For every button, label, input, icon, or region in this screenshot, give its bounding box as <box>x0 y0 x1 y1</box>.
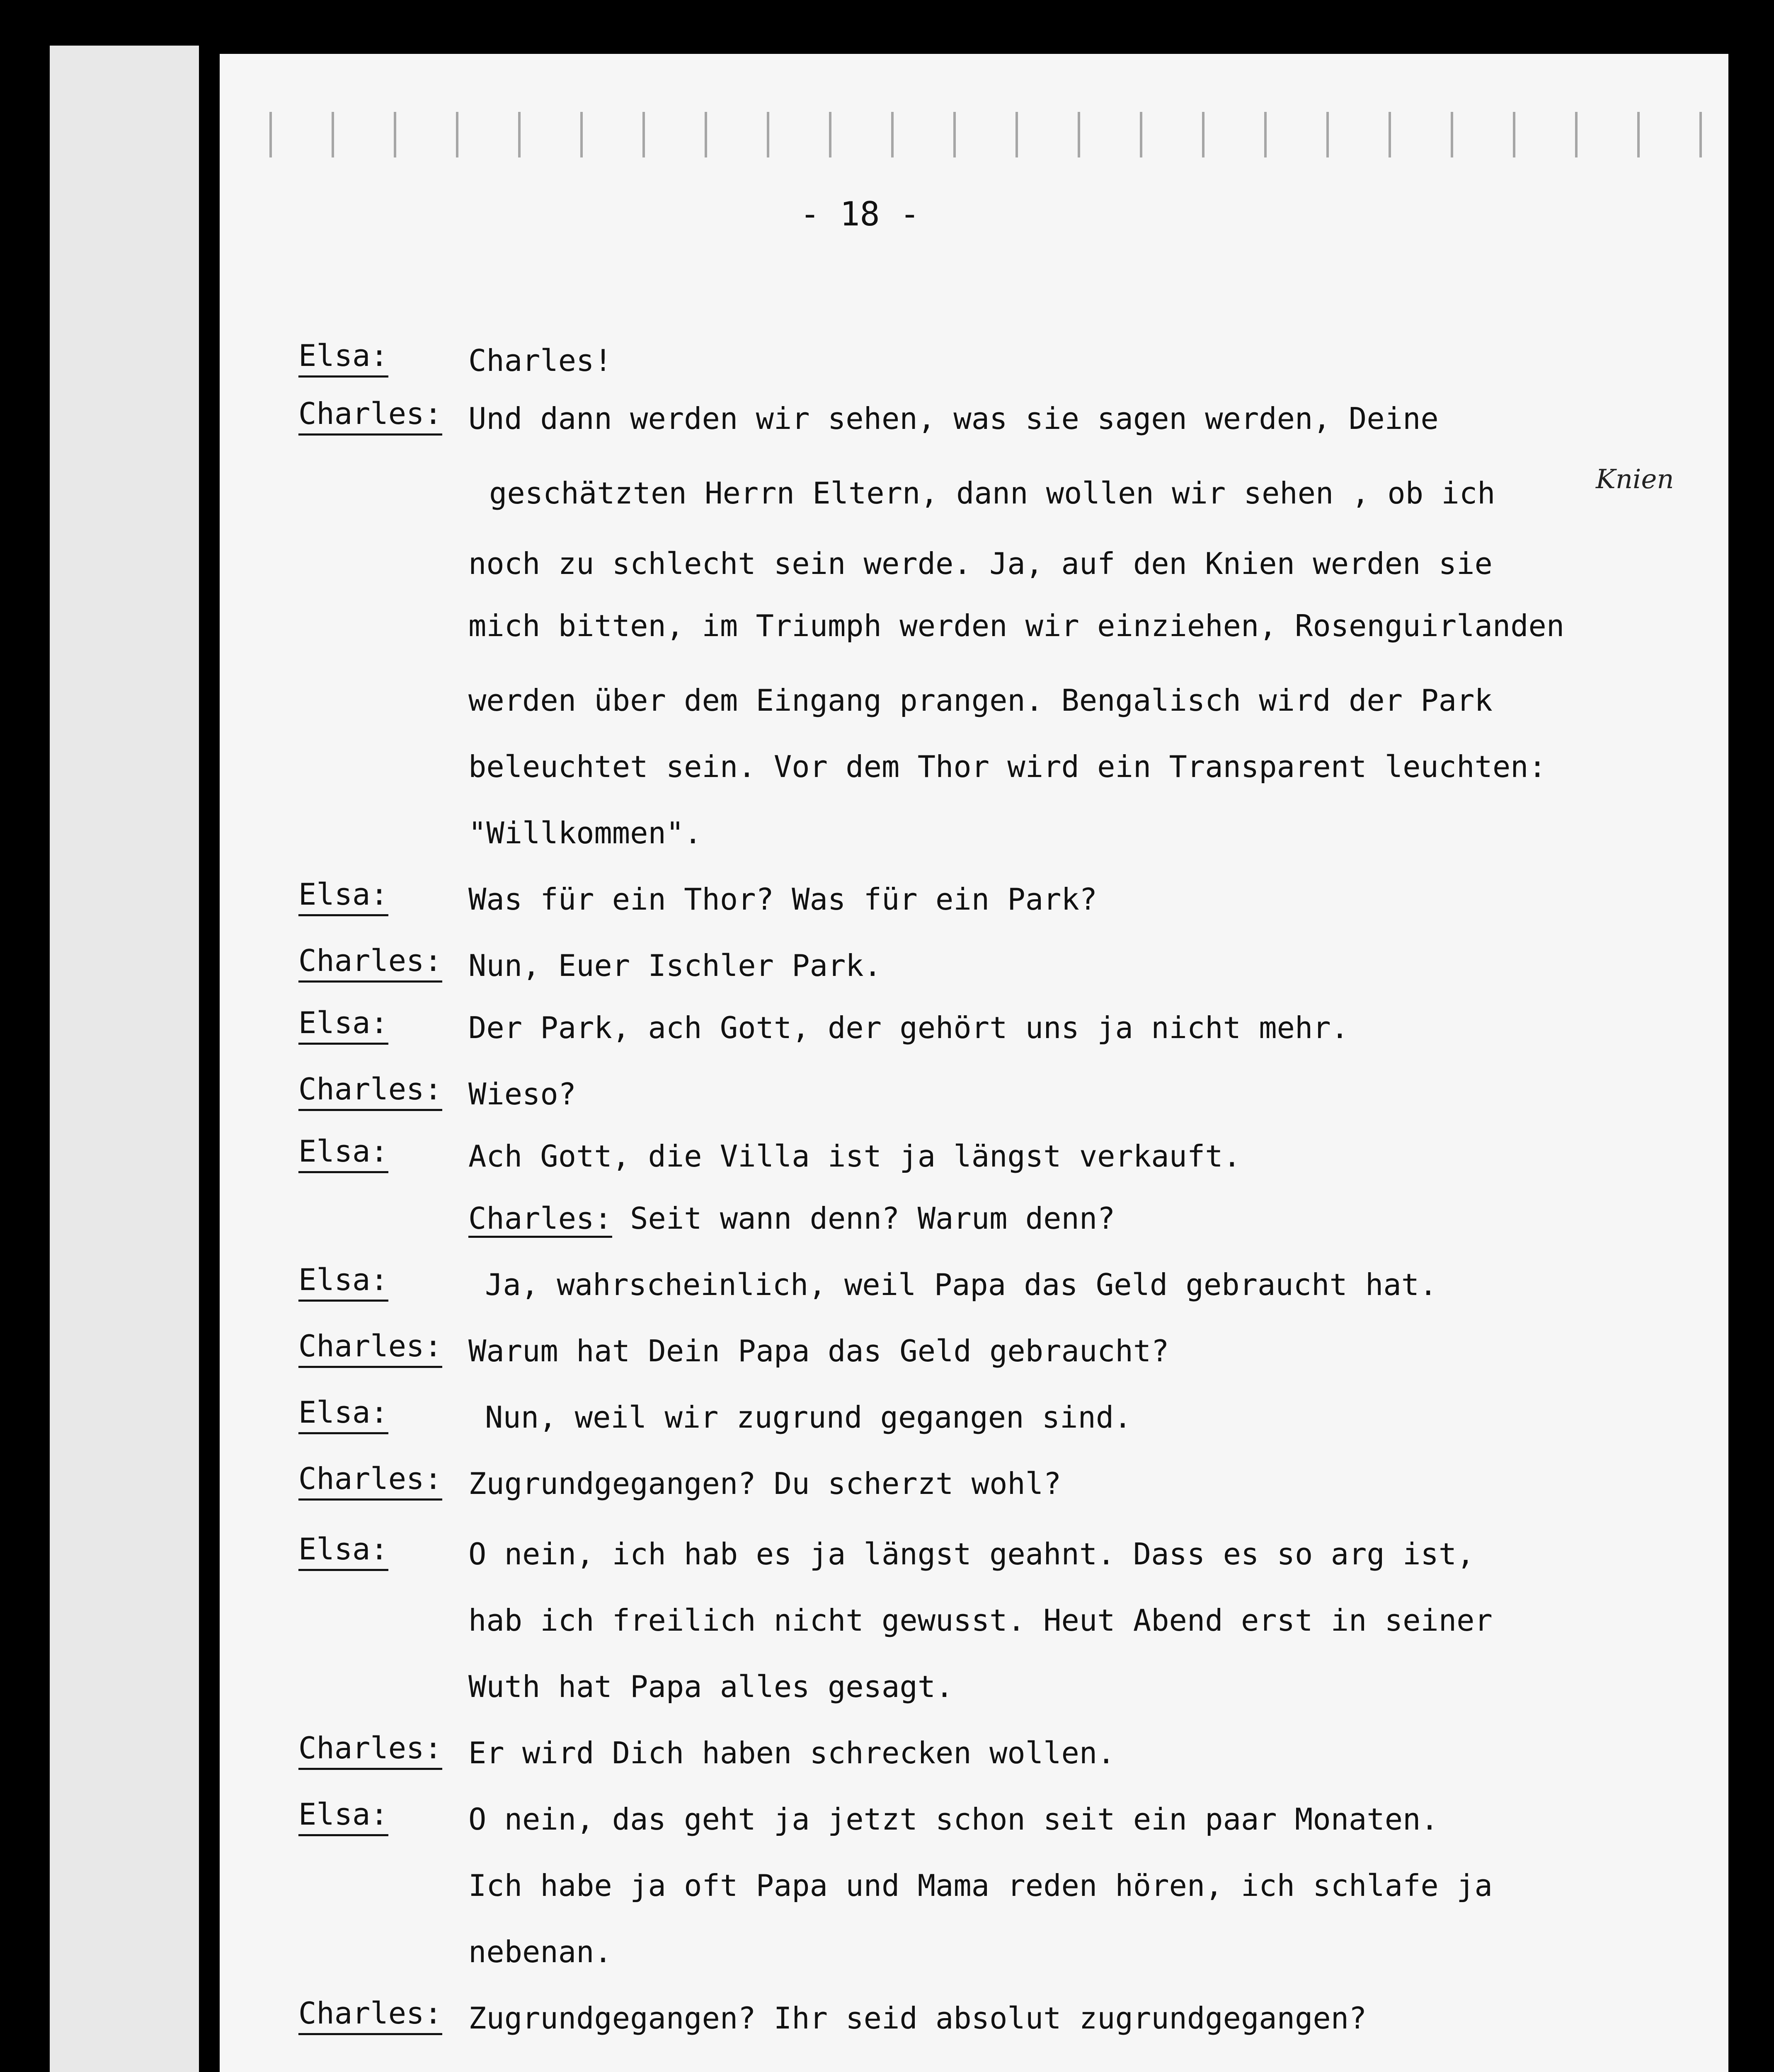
speech-text: Ja, wahrscheinlich, weil Papa das Geld gebraucht hat. <box>485 1267 1437 1302</box>
speaker-label: Elsa: <box>298 1003 388 1045</box>
underlying-page-strip <box>50 46 199 2072</box>
speaker-label: Charles: <box>298 1459 442 1501</box>
speech-text: Der Park, ach Gott, der gehört uns ja nicht mehr. <box>468 1010 1349 1045</box>
speaker-label: Charles: <box>298 1326 442 1368</box>
speech-text: Ach Gott, die Villa ist ja längst verkauft. <box>468 1139 1241 1174</box>
speech-text: "Willkommen". <box>468 816 702 850</box>
speech-text: Wuth hat Papa alles gesagt. <box>468 1669 954 1704</box>
speaker-label: Elsa: <box>298 1131 388 1173</box>
speech-text: Nun, Euer Ischler Park. <box>468 948 882 983</box>
speech-text: Zugrundgegangen? Ihr seid absolut zugrundgegangen? <box>468 2001 1367 2036</box>
speaker-label: Elsa: <box>298 1794 388 1836</box>
handwritten-note: Knien <box>1596 464 1674 495</box>
speech-text: Warum hat Dein Papa das Geld gebraucht? <box>468 1334 1169 1368</box>
speech-text: geschätzten Herrn Eltern, dann wollen wir sehen , ob ich <box>489 476 1495 511</box>
speaker-label: Charles: <box>298 394 442 436</box>
speech-text: Charles! <box>468 343 612 378</box>
speaker-label: Charles: <box>298 1728 442 1770</box>
speech-text: Nun, weil wir zugrund gegangen sind. <box>485 1400 1132 1435</box>
speech-text: Ich habe ja oft Papa und Mama reden hören, ich schlafe ja <box>468 1868 1493 1903</box>
speech-text <box>468 1193 1115 1243</box>
speech-text: O nein, ich hab es ja längst geahnt. Dass es so arg ist, <box>468 1537 1475 1571</box>
speech-text: nebenan. <box>468 1934 612 1969</box>
speech-text: mich bitten, im Triumph werden wir einziehen, Rosenguirlanden <box>468 608 1565 643</box>
speech-text-inline: Seit wann denn? Warum denn? <box>630 1201 1115 1236</box>
speech-text: werden über dem Eingang prangen. Bengalisch wird der Park <box>468 683 1493 718</box>
header-marks <box>236 112 1712 157</box>
speaker-label: Charles: <box>468 1201 612 1238</box>
speech-text: hab ich freilich nicht gewusst. Heut Abend erst in seiner <box>468 1603 1493 1638</box>
speaker-label: Charles: <box>298 1993 442 2035</box>
speech-text: Was für ein Thor? Was für ein Park? <box>468 882 1098 917</box>
speech-text: Und dann werden wir sehen, was sie sagen werden, Deine <box>468 401 1439 436</box>
speech-text: noch zu schlecht sein werde. Ja, auf den Knien werden sie <box>468 546 1493 581</box>
speaker-label: Charles: <box>298 1069 442 1111</box>
speech-text: beleuchtet sein. Vor dem Thor wird ein Transparent leuchten: <box>468 749 1546 784</box>
speech-text: Zugrundgegangen? Du scherzt wohl? <box>468 1466 1061 1501</box>
speaker-label: Elsa: <box>298 1260 388 1302</box>
speaker-label: Charles: <box>298 941 442 983</box>
speaker-label: Elsa: <box>298 874 388 916</box>
speaker-label: Elsa: <box>298 1392 388 1434</box>
speech-text: O nein, das geht ja jetzt schon seit ein paar Monaten. <box>468 1802 1439 1837</box>
speaker-label: Elsa: <box>298 336 388 378</box>
typescript-page <box>220 54 1728 2072</box>
speaker-label: Elsa: <box>298 1529 388 1571</box>
speech-text: Wieso? <box>468 1077 577 1111</box>
speech-text: Er wird Dich haben schrecken wollen. <box>468 1736 1115 1770</box>
page-number: - 18 - <box>800 195 920 233</box>
